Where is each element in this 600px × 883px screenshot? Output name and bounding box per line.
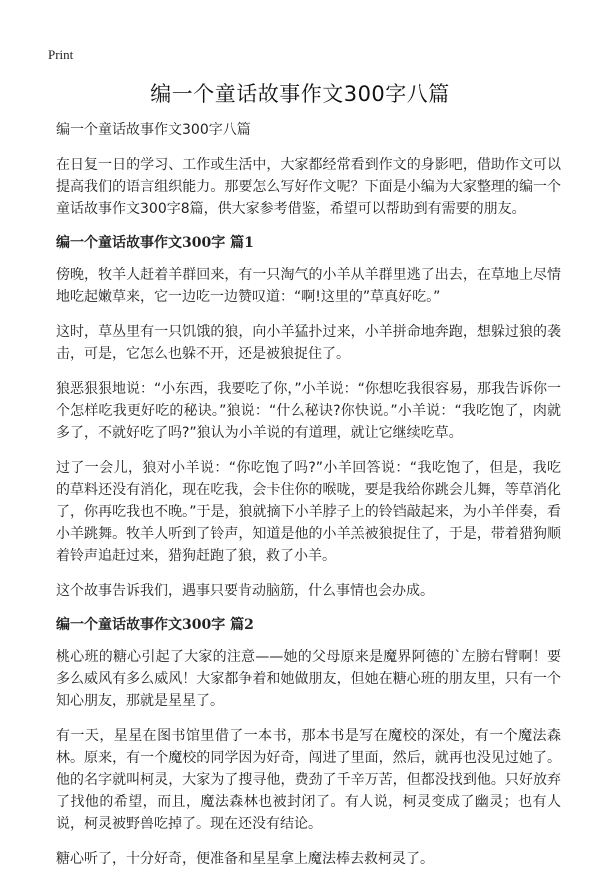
section-2-paragraph: 桃心班的糖心引起了大家的注意——她的父母原来是魔界阿德的`左膀右臂啊！要多么威风有多么威风！大家都争着和她做朋友，但她在糖心班的朋友里，只有一个知心朋友，那就是星星了。 xyxy=(56,649,561,709)
article-body xyxy=(56,120,561,883)
print-link[interactable]: Print xyxy=(48,47,74,62)
section-heading-1: 编一个童话故事作文300字 篇1 xyxy=(56,235,254,251)
section-1-paragraph: 这个故事告诉我们，遇事只要肯动脑筋，什么事情也会办成。 xyxy=(56,583,434,599)
section-2-paragraph: 糖心听了，十分好奇，便准备和星星拿上魔法棒去救柯灵了。 xyxy=(56,851,434,867)
section-1-paragraph: 傍晚，牧羊人赶着羊群回来，有一只淘气的小羊从羊群里逃了出去，在草地上尽情地吃起嫩草来，它一边吃一边赞叹道：“啊!这里的”草真好吃。” xyxy=(56,267,561,305)
section-1-paragraph: 过了一会儿，狼对小羊说：“你吃饱了吗?”小羊回答说：“我吃饱了，但是，我吃的草料还没有消化，现在吃我，会卡住你的喉咙，要是我给你跳会儿舞，等草消化了，你再吃我也不晚。”于是，狼就摘下小羊脖子上的铃铛敲起来，为小羊伴奏，看小羊跳舞。牧羊人听到了铃声，知道是他的小羊羔被狼捉住了，于是，带着猎狗顺着铃声追赶过来，猎狗赶跑了狼，救了小羊。 xyxy=(56,460,561,564)
article-subtitle: 编一个童话故事作文300字八篇 xyxy=(56,122,251,138)
section-1-paragraph: 狼恶狠狠地说：“小东西，我要吃了你，”小羊说：“你想吃我很容易，那我告诉你一个怎样吃我更好吃的秘诀。”狼说：“什么秘诀?你快说。”小羊说：“我吃饱了，肉就多了，不就好吃了吗?”狼认为小羊说的有道理，就让它继续吃草。 xyxy=(56,381,561,441)
page-title: 编一个童话故事作文300字八篇 xyxy=(150,82,450,106)
section-2-paragraph: 有一天，星星在图书馆里借了一本书，那本书是写在魔校的深处，有一个魔法森林。原来，有一个魔校的同学因为好奇，闯进了里面，然后，就再也没见过她了。他的名字就叫柯灵，大家为了搜寻他，费劲了千辛万苦，但都没找到他。只好放弃了找他的希望，而且，魔法森林也被封闭了。有人说，柯灵变成了幽灵；也有人说，柯灵被野兽吃掉了。现在还没有结论。 xyxy=(56,728,561,832)
section-1-paragraph: 这时，草丛里有一只饥饿的狼，向小羊猛扑过来，小羊拼命地奔跑，想躲过狼的袭击，可是，它怎么也躲不开，还是被狼捉住了。 xyxy=(56,324,561,362)
intro-paragraph: 在日复一日的学习、工作或生活中，大家都经常看到作文的身影吧，借助作文可以提高我们的语言组织能力。那要怎么写好作文呢？下面是小编为大家整理的编一个童话故事作文300字8篇，供大家参考借鉴，希望可以帮助到有需要的朋友。 xyxy=(56,157,561,217)
section-heading-2: 编一个童话故事作文300字 篇2 xyxy=(56,617,254,633)
